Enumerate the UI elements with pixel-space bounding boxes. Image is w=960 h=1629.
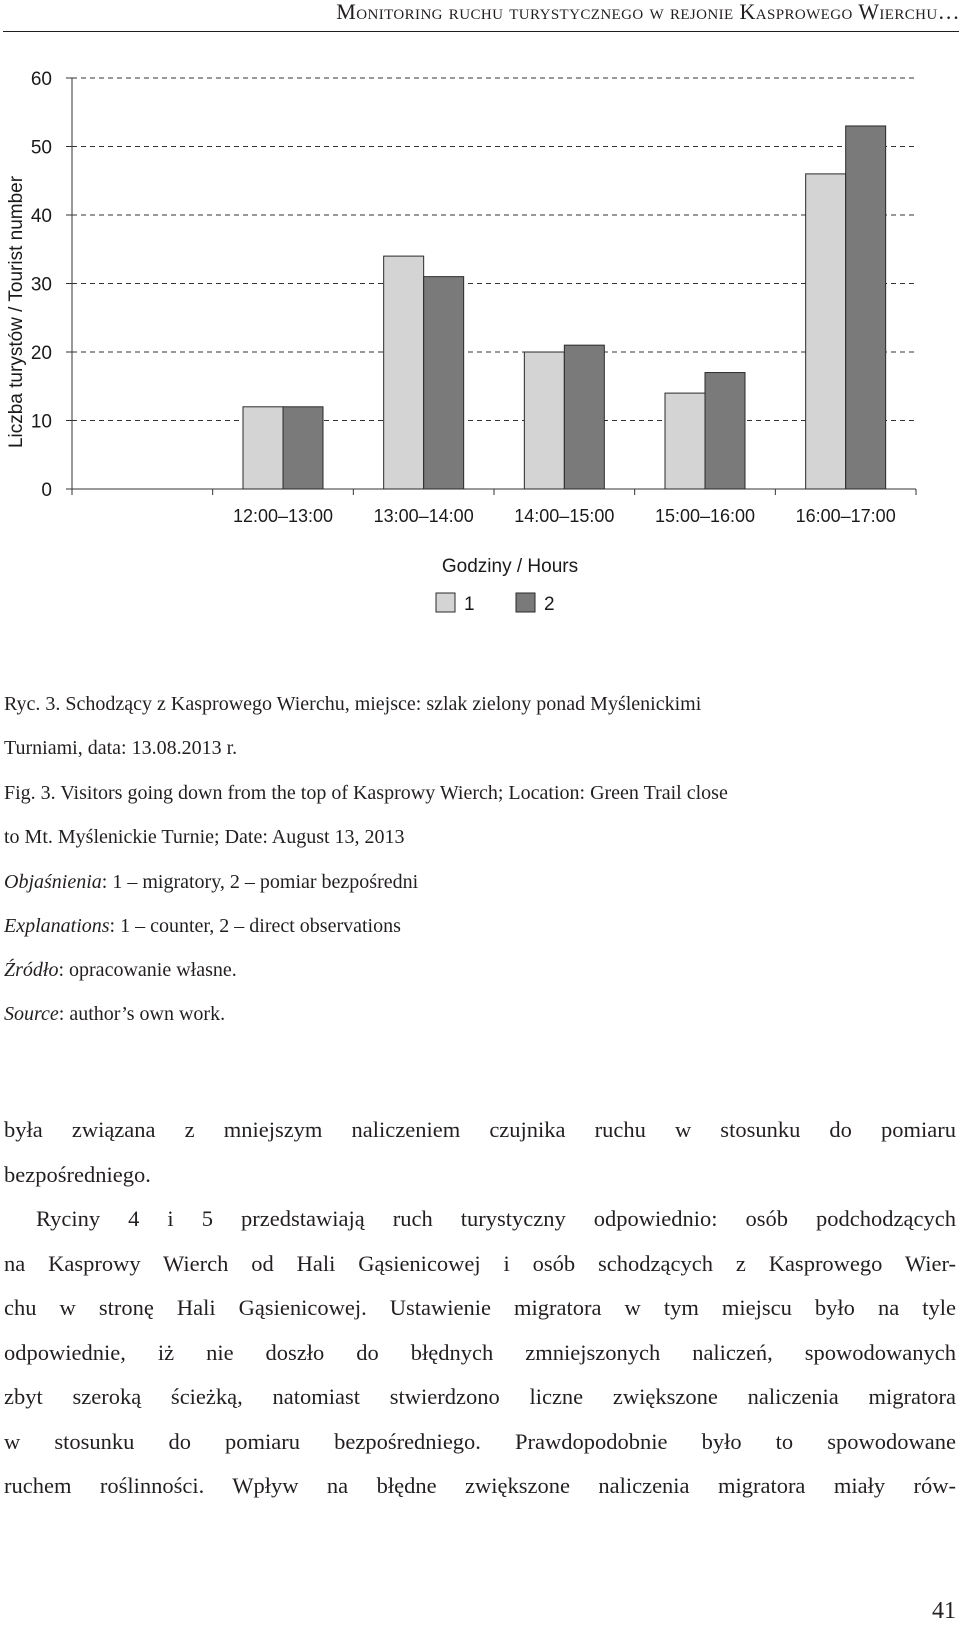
caption-ryc-line-2: Turniami, data: 13.08.2013 r. <box>4 737 238 759</box>
chart-legend <box>436 593 555 615</box>
zrodlo-text: : opracowanie własne. <box>58 959 237 981</box>
caption-zrodlo <box>4 948 237 992</box>
body-line: była związana z mniejszym naliczeniem czujnika ruchu w stosunku do pomiaru <box>4 1117 956 1142</box>
chart-ylabel: Liczba turystów / Tourist number <box>6 175 27 449</box>
bar-chart <box>0 50 960 650</box>
body-paragraphs <box>4 1108 956 1509</box>
body-line: ruchem roślinności. Wpływ na błędne zwiększone naliczenia migratora miały rów- <box>4 1473 956 1498</box>
legend-label-1: 1 <box>464 594 475 615</box>
body-line: odpowiednie, iż nie doszło do błędnych zmniejszonych naliczeń, spowodowanych <box>4 1339 956 1365</box>
y-tick-label: 60 <box>30 69 52 90</box>
bar-series-1 <box>384 256 424 489</box>
legend-swatch-2 <box>516 593 535 612</box>
running-head-rule <box>3 31 959 32</box>
bar-series-2 <box>283 407 323 489</box>
bar-series-1 <box>524 352 564 489</box>
y-tick-label: 0 <box>41 480 52 501</box>
y-tick-label: 50 <box>30 137 52 159</box>
caption-fig-line-1: Fig. 3. Visitors going down from the top of Kasprowy Wierch; Location: Green Trail close <box>4 782 728 804</box>
caption-fig-line-2: to Mt. Myślenickie Turnie; Date: August 13, 2013 <box>4 826 405 848</box>
caption-ryc-line-1: Ryc. 3. Schodzący z Kasprowego Wierchu, miejsce: szlak zielony ponad Myślenickimi <box>4 693 702 715</box>
x-tick-label: 16:00–17:00 <box>795 506 896 526</box>
body-line: na Kasprowy Wierch od Hali Gąsienicowej i osób schodzących z Kasprowego Wier- <box>4 1250 956 1276</box>
legend-swatch-1 <box>436 593 455 612</box>
zrodlo-label: Źródło <box>4 959 59 981</box>
x-tick-label: 13:00–14:00 <box>373 506 474 526</box>
running-head-title: Monitoring ruchu turystycznego w rejonie Kasprowego Wierchu… <box>336 0 960 24</box>
legend-label-2: 2 <box>544 594 555 615</box>
explanations-text: : 1 – counter, 2 – direct observations <box>109 915 401 937</box>
chart-gridlines <box>72 78 916 421</box>
x-tick-label: 12:00–13:00 <box>232 506 334 526</box>
bar-series-1 <box>806 174 846 489</box>
bar-series-1 <box>665 393 705 489</box>
y-tick-label: 30 <box>30 274 52 296</box>
explanations-label: Explanations <box>4 915 110 937</box>
caption-explanations <box>4 904 401 948</box>
running-head <box>0 0 960 34</box>
bar-series-2 <box>424 277 464 489</box>
body-line: w stosunku do pomiaru bezpośredniego. Prawdopodobnie było to spowodowane <box>4 1428 956 1454</box>
source-text: : author’s own work. <box>58 1003 226 1025</box>
body-line: bezpośredniego. <box>4 1161 151 1187</box>
body-line: chu w stronę Hali Gąsienicowej. Ustawienie migratora w tym miejscu było na tyle <box>4 1295 956 1320</box>
y-tick-label: 40 <box>30 206 52 227</box>
y-tick-label: 20 <box>30 343 52 364</box>
objasnienia-text: : 1 – migratory, 2 – pomiar bezpośredni <box>101 871 419 893</box>
bar-series-2 <box>846 126 886 489</box>
caption-objasnienia <box>4 860 418 904</box>
y-tick-label: 10 <box>30 411 52 433</box>
page-number: 41 <box>932 1598 956 1624</box>
caption-source <box>4 992 225 1036</box>
chart-axes <box>66 78 916 495</box>
x-tick-label: 15:00–16:00 <box>654 506 756 526</box>
bar-series-2 <box>564 345 604 489</box>
source-label: Source <box>4 1003 59 1025</box>
x-tick-label: 14:00–15:00 <box>514 506 615 526</box>
bar-series-1 <box>243 407 283 489</box>
body-line: Ryciny 4 i 5 przedstawiają ruch turystyczny odpowiednio: osób podchodzących <box>36 1206 956 1231</box>
chart-xlabel: Godziny / Hours <box>441 556 579 577</box>
body-line: zbyt szeroką ścieżką, natomiast stwierdzono liczne zwiększone naliczenia migratora <box>4 1384 956 1409</box>
chart-bars <box>243 126 886 489</box>
bar-series-2 <box>705 373 745 489</box>
objasnienia-label: Objaśnienia <box>4 871 102 893</box>
